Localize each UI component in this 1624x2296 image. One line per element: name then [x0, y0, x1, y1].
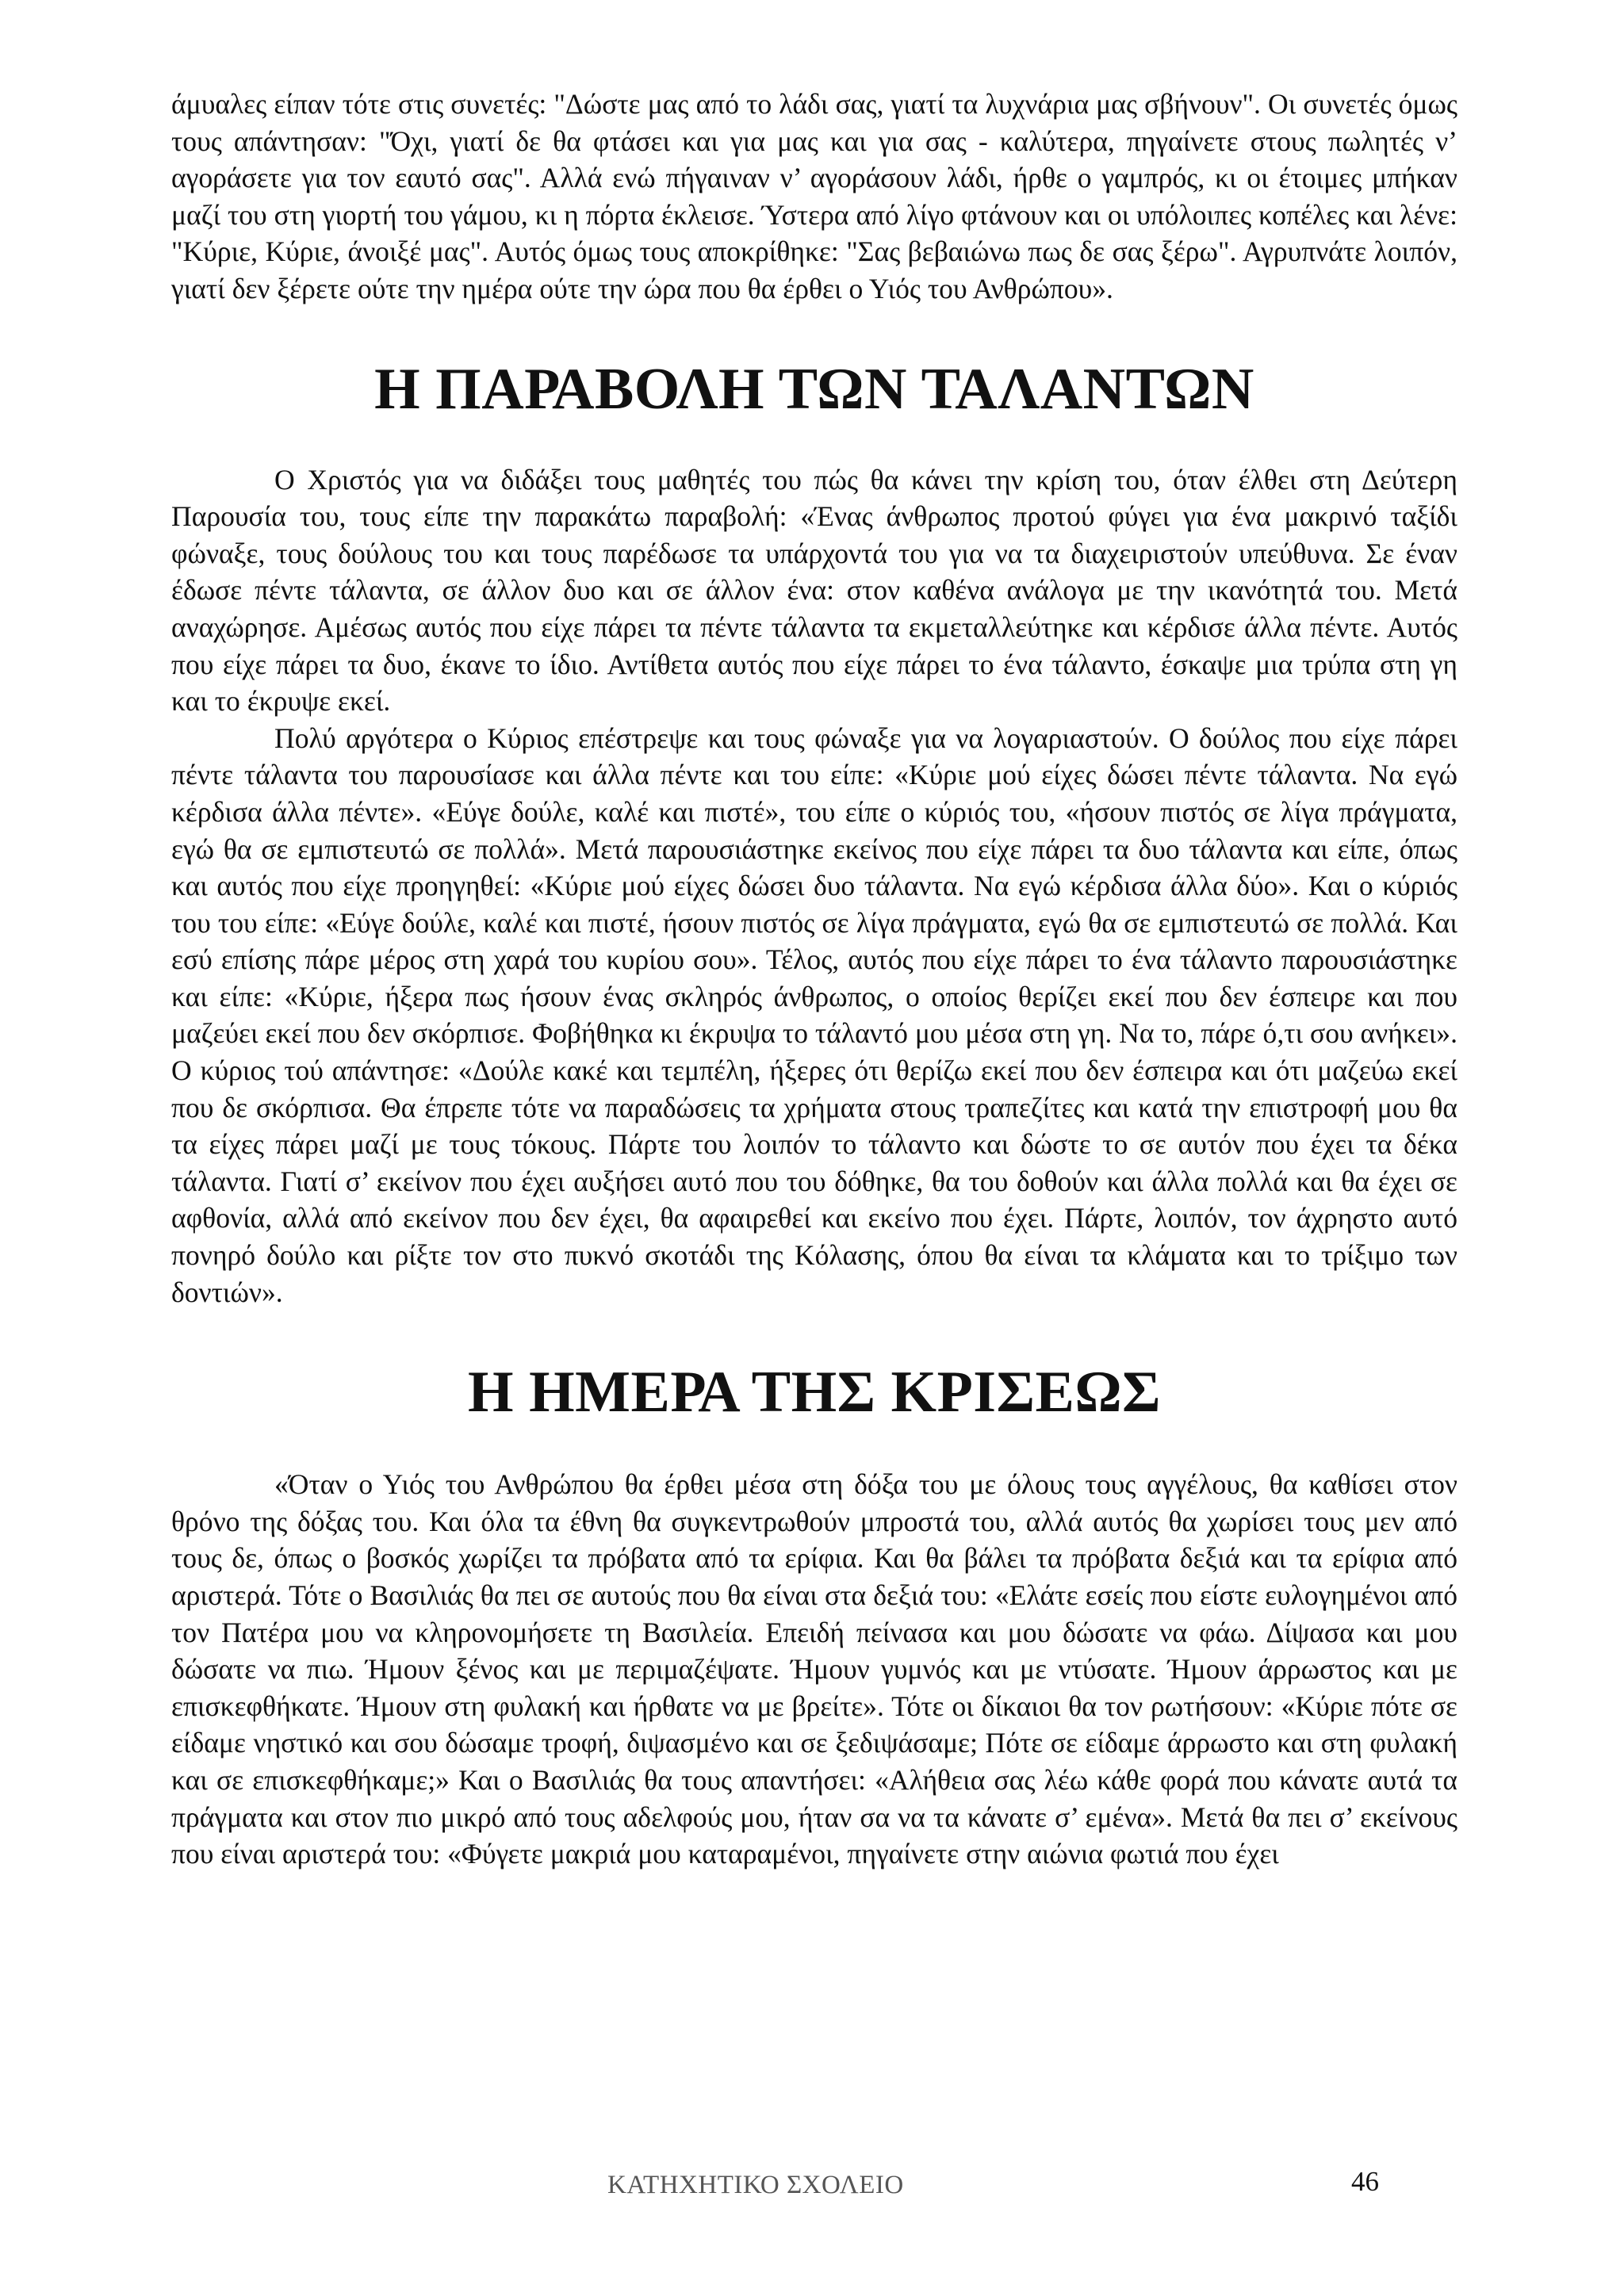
- talents-paragraph: Ο Χριστός για να διδάξει τους μαθητές του πώς θα κάνει την κρίση του, όταν έλθει στη Δεύτερη Παρουσία του, τους είπε την παρακάτω παραβολή: «Ένας άνθρωπος προτού φύγει για ένα μακρινό ταξίδι φώναξε, τους δούλους του και τους παρέδωσε τα υπάρχοντά του για να τα διαχειριστούν υπεύθυνα. Σε έναν έδωσε πέντε τάλαντα, σε άλλον δυο και σε άλλον ένα: στον καθένα ανάλογα με την ικανότητά του. Μετά αναχώρησε. Αμέσως αυτός που είχε πάρει τα πέντε τάλαντα τα εκμεταλλεύτηκε και κέρδισε άλλα πέντε. Αυτός που είχε πάρει τα δυο, έκανε το ίδιο. Αντίθετα αυτός που είχε πάρει το ένα τάλαντο, έσκαψε μια τρύπα στη γη και το έκρυψε εκεί.: [171, 463, 1457, 718]
- document-page: [171, 86, 1457, 1873]
- section-heading-judgment-day: Η ΗΜΕΡΑ ΤΗΣ ΚΡΙΣΕΩΣ: [468, 1360, 1161, 1425]
- talents-paragraph: Πολύ αργότερα ο Κύριος επέστρεψε και τους φώναξε για να λογαριαστούν. Ο δούλος που είχε πάρει πέντε τάλαντα του παρουσίασε και άλλα πέντε και του είπε: «Κύριε μού είχες δώσει πέντε τάλαντα. Να εγώ κέρδισα άλλα πέντε». «Εύγε δούλε, καλέ και πιστέ», του είπε ο κύριός του, «ήσουν πιστός σε λίγα πράγματα, εγώ θα σε εμπιστευτώ σε πολλά». Μετά παρουσιάστηκε εκείνος που είχε πάρει τα δυο τάλαντα και είπε, όπως και αυτός που είχε προηγηθεί: «Κύριε μού είχες δώσει δυο τάλαντα. Να εγώ κέρδισα άλλα δύο». Και ο κύριός του του είπε: «Εύγε δούλε, καλέ και πιστέ, ήσουν πιστός σε λίγα πράγματα, εγώ θα σε εμπιστευτώ σε πολλά. Και εσύ επίσης πάρε μέρος στη χαρά του κυρίου σου». Τέλος, αυτός που είχε πάρει το ένα τάλαντο παρουσιάστηκε και είπε: «Κύριε, ήξερα πως ήσουν ένας σκληρός άνθρωπος, ο οποίος θερίζει εκεί που δεν έσπειρε και που μαζεύει εκεί που δεν σκόρπισε. Φοβήθηκα κι έκρυψα το τάλαντό μου μέσα στη γη. Να το, πάρε ό,τι σου ανήκει». Ο κύριος τού απάντησε: «Δούλε κακέ και τεμπέλη, ήξερες ότι θερίζω εκεί που δεν έσπειρα και ότι μαζεύω εκεί που δε σκόρπισα. Θα έπρεπε τότε να παραδώσεις τα χρήματα στους τραπεζίτες και κατά την επιστροφή μου θα τα είχες πάρει μαζί με τους τόκους. Πάρτε του λοιπόν το τάλαντο και δώστε το σε αυτόν που έχει τα δέκα τάλαντα. Γιατί σ’ εκείνον που έχει αυξήσει αυτό που του δόθηκε, θα του δοθούν και άλλα πολλά και θα έχει σε αφθονία, αλλά από εκείνον που δεν έχει, θα αφαιρεθεί και εκείνο που έχει. Πάρτε, λοιπόν, τον άχρηστο αυτό πονηρό δούλο και ρίξτε τον στο πυκνό σκοτάδι της Κόλασης, όπου θα είναι τα κλάματα και το τρίξιμο των δοντιών».: [171, 721, 1457, 1308]
- judgment-paragraph: «Όταν ο Υιός του Ανθρώπου θα έρθει μέσα στη δόξα του με όλους τους αγγέλους, θα καθίσει στον θρόνο της δόξας του. Και όλα τα έθνη θα συγκεντρωθούν μπροστά του, αλλά αυτός θα χωρίσει τους μεν από τους δε, όπως ο βοσκός χωρίζει τα πρόβατα από τα ερίφια. Και θα βάλει τα πρόβατα δεξιά και τα ερίφια από αριστερά. Τότε ο Βασιλιάς θα πει σε αυτούς που θα είναι στα δεξιά του: «Ελάτε εσείς που είστε ευλογημένοι από τον Πατέρα μου να κληρονομήσετε τη Βασιλεία. Επειδή πείνασα και μου δώσατε να φάω. Δίψασα και μου δώσατε να πιω. Ήμουν ξένος και με περιμαζέψατε. Ήμουν γυμνός και με ντύσατε. Ήμουν άρρωστος και με επισκεφθήκατε. Ήμουν στη φυλακή και ήρθατε να με βρείτε». Τότε οι δίκαιοι θα τον ρωτήσουν: «Κύριε πότε σε είδαμε νηστικό και σου δώσαμε τροφή, διψασμένο και σε ξεδιψάσαμε; Πότε σε είδαμε άρρωστο και στη φυλακή και σε επισκεφθήκαμε;» Και ο Βασιλιάς θα τους απαντήσει: «Αλήθεια σας λέω κάθε φορά που κάνατε αυτά τα πράγματα και στον πιο μικρό από τους αδελφούς μου, ήταν σα να τα κάνατε σ’ εμένα». Μετά θα πει σ’ εκείνους που είναι αριστερά του: «Φύγετε μακριά μου καταραμένοι, πηγαίνετε στην αιώνια φωτιά που έχει: [171, 1468, 1457, 1870]
- section-heading-talents: Η ΠΑΡΑΒΟΛΗ ΤΩΝ ΤΑΛΑΝΤΩΝ: [374, 356, 1254, 422]
- page-number: 46: [1351, 2166, 1379, 2197]
- footer-title: ΚΑΤΗΧΗΤΙΚΟ ΣΧΟΛΕΙΟ: [607, 2171, 904, 2199]
- intro-paragraph: άμυαλες είπαν τότε στις συνετές: "Δώστε μας από το λάδι σας, γιατί τα λυχνάρια μας σβήνουν". Οι συνετές όμως τους απάντησαν: "Όχι, γιατί δε θα φτάσει και για μας και για σας - καλύτερα, πηγαίνετε στους πωλητές ν’ αγοράσετε για τον εαυτό σας". Αλλά ενώ πήγαιναν ν’ αγοράσουν λάδι, ήρθε ο γαμπρός, κι οι έτοιμες μπήκαν μαζί του στη γιορτή του γάμου, κι η πόρτα έκλεισε. Ύστερα από λίγο φτάνουν και οι υπόλοιπες κοπέλες και λένε: "Κύριε, Κύριε, άνοιξέ μας". Αυτός όμως τους αποκρίθηκε: "Σας βεβαιώνω πως δε σας ξέρω". Αγρυπνάτε λοιπόν, γιατί δεν ξέρετε ούτε την ημέρα ούτε την ώρα που θα έρθει ο Υιός του Ανθρώπου».: [171, 88, 1457, 304]
